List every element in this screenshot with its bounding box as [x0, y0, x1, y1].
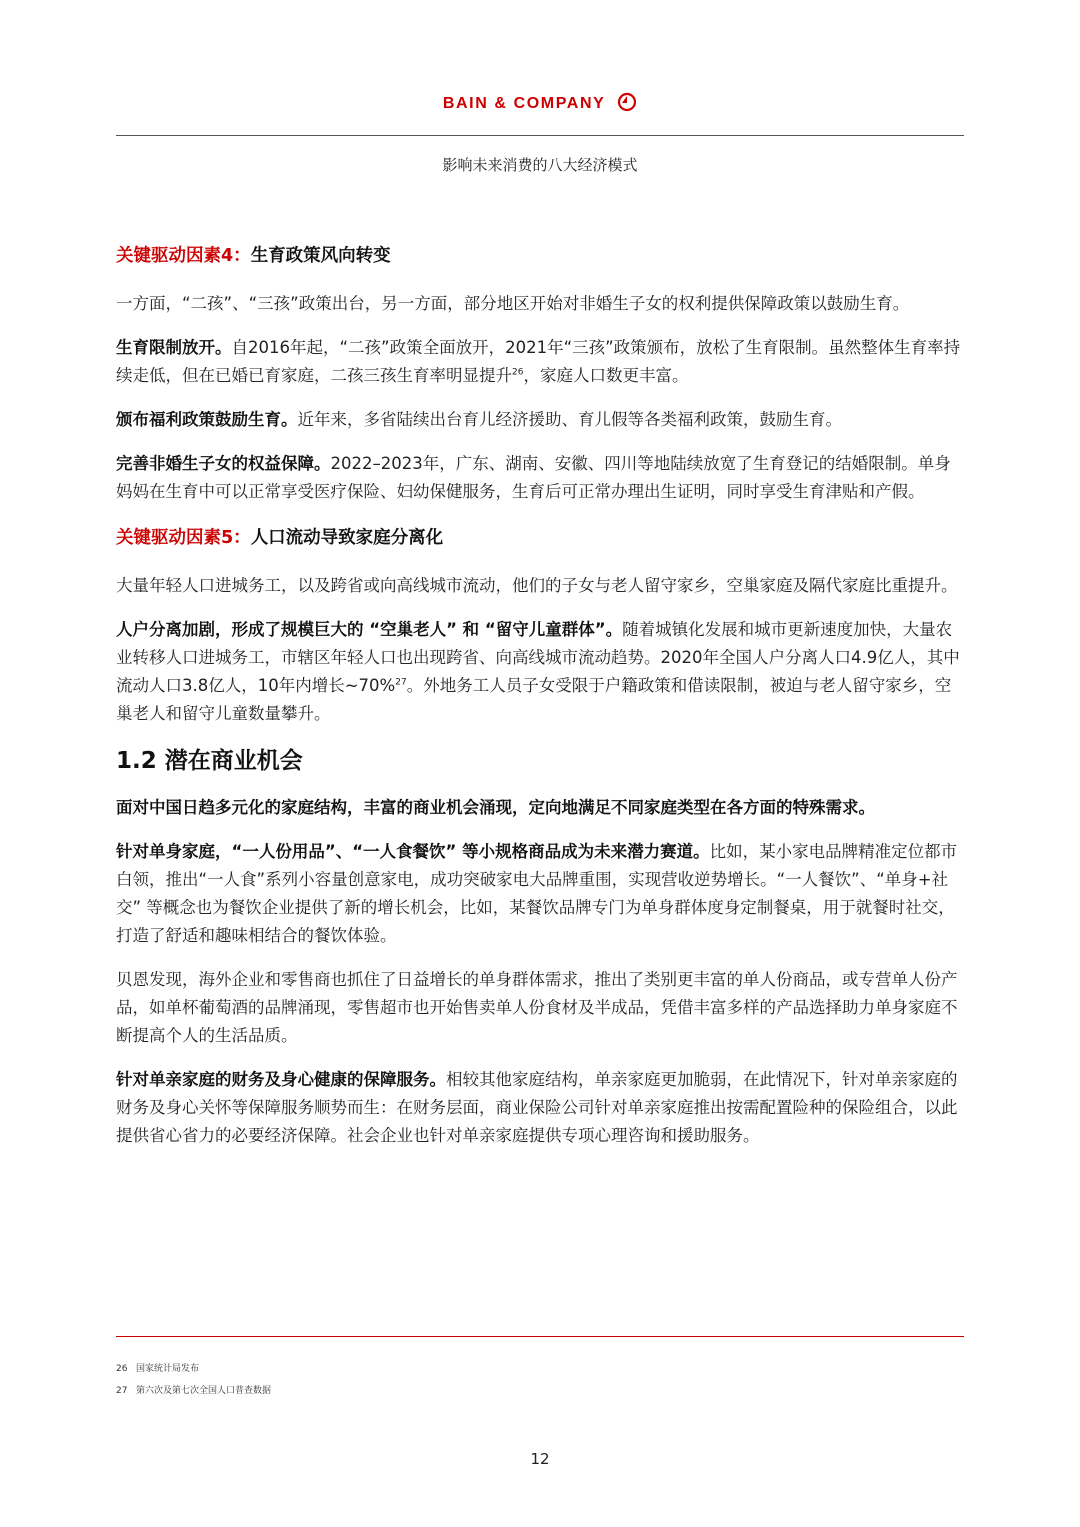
driver-4-intro: 一方面，“二孩”、“三孩”政策出台，另一方面，部分地区开始对非婚生子女的权利提供保障政策以鼓励生育。	[116, 294, 910, 313]
paragraph-text: 相较其他家庭结构，单亲家庭更加脆弱，在此情况下，针对单亲家庭的财务及身心关怀等保障服务顺势而生：在财务层面，商业保险公司针对单亲家庭推出按需配置险种的保险组合，以此提供省心省力的必要经济保障。社会企业也针对单亲家庭提供专项心理咨询和援助服务。	[116, 1070, 958, 1145]
point-text: 随着城镇化发展和城市更新速度加快，大量农业转移人口进城务工，市辖区年轻人口也出现跨省、向高线城市流动趋势。2020年全国人户分离人口4.9亿人，其中流动人口3.8亿人，10年内增长~70%	[116, 620, 960, 695]
point-text: 自2016年起，“二孩”政策全面放开，2021年“三孩”政策颁布，放松了生育限制。虽然整体生育率持续走低，但在已婚已育家庭，二孩三孩生育率明显提升	[116, 338, 961, 385]
point-text: 2022–2023年，广东、湖南、安徽、四川等地陆续放宽了生育登记的结婚限制。单身妈妈在生育中可以正常享受医疗保险、妇幼保健服务，生育后可正常办理出生证明，同时享受生育津贴和产假。	[116, 454, 951, 501]
paragraph-lead: 针对单身家庭，“一人份用品”、“一人食餐饮” 等小规格商品成为未来潜力赛道。	[116, 842, 710, 861]
opportunity-paragraph: 贝恩发现，海外企业和零售商也抓住了日益增长的单身群体需求，推出了类别更丰富的单人份商品，或专营单人份产品，如单杯葡萄酒的品牌涌现，零售超市也开始售卖单人份食材及半成品，凭借丰富多样的产品选择助力单身家庭不断提高个人的生活品质。	[116, 970, 958, 1045]
footnote-item	[116, 1380, 964, 1402]
driver-5-intro: 大量年轻人口进城务工，以及跨省或向高线城市流动，他们的子女与老人留守家乡，空巢家庭及隔代家庭比重提升。	[116, 576, 958, 595]
page-number: 12	[530, 1450, 550, 1468]
paragraph-lead: 针对单亲家庭的财务及身心健康的保障服务。	[116, 1070, 446, 1089]
bain-circle-logo-icon	[617, 92, 637, 112]
footnote-ref: 27	[395, 677, 407, 688]
footnote-ref: 26	[512, 367, 524, 378]
driver-5-topic: 人口流动导致家庭分离化	[250, 528, 444, 548]
point-lead: 颁布福利政策鼓励生育。	[116, 410, 298, 429]
point-lead: 完善非婚生子女的权益保障。	[116, 454, 331, 473]
driver-4-point	[116, 450, 964, 506]
brand-logo	[0, 92, 1080, 113]
footnote-number: 26	[116, 1364, 128, 1374]
driver-5-prefix: 关键驱动因素5：	[116, 528, 251, 548]
header-divider	[116, 135, 964, 136]
opportunity-paragraph	[116, 838, 964, 950]
point-text-end: 。外地务工人员子女受限于户籍政策和借读限制，被迫与老人留守家乡，空巢老人和留守儿童数量攀升。	[116, 676, 952, 723]
driver-4-point	[116, 334, 964, 390]
brand-name: BAIN & COMPANY	[442, 95, 606, 112]
point-lead: 生育限制放开。	[116, 338, 232, 357]
driver-5-point	[116, 616, 964, 728]
report-title: 影响未来消费的八大经济模式	[442, 156, 638, 174]
footnote-text: 国家统计局发布	[136, 1364, 200, 1374]
footnote-number: 27	[116, 1386, 128, 1396]
point-lead: 人户分离加剧，形成了规模巨大的 “空巢老人” 和 “留守儿童群体”。	[116, 620, 623, 639]
footnote-divider	[116, 1336, 964, 1337]
driver-4-topic: 生育政策风向转变	[250, 246, 391, 266]
point-text-end: ，家庭人口数更丰富。	[523, 366, 689, 385]
main-content	[116, 240, 964, 1166]
driver-4-prefix: 关键驱动因素4：	[116, 246, 251, 266]
footnotes	[116, 1358, 964, 1402]
section-title: 1.2 潜在商业机会	[116, 748, 303, 774]
section-summary: 面对中国日趋多元化的家庭结构，丰富的商业机会涌现，定向地满足不同家庭类型在各方面的特殊需求。	[116, 798, 875, 817]
opportunity-paragraph	[116, 1066, 964, 1150]
footnote-item	[116, 1358, 964, 1380]
driver-5-heading	[116, 522, 964, 554]
footnote-text: 第六次及第七次全国人口普查数据	[136, 1386, 272, 1396]
driver-4-point	[116, 406, 964, 434]
driver-4-heading	[116, 240, 964, 272]
paragraph-text: 比如，某小家电品牌精准定位都市白领，推出“一人食”系列小容量创意家电，成功突破家电大品牌重围，实现营收逆势增长。“一人餐饮”、“单身+社交” 等概念也为餐饮企业提供了新的增长机会，比如，某餐饮品牌专门为单身群体度身定制餐桌，用于就餐时社交，打造了舒适和趣味相结合的餐饮体验。	[116, 842, 958, 945]
point-text: 近年来，多省陆续出台育儿经济援助、育儿假等各类福利政策，鼓励生育。	[297, 410, 842, 429]
